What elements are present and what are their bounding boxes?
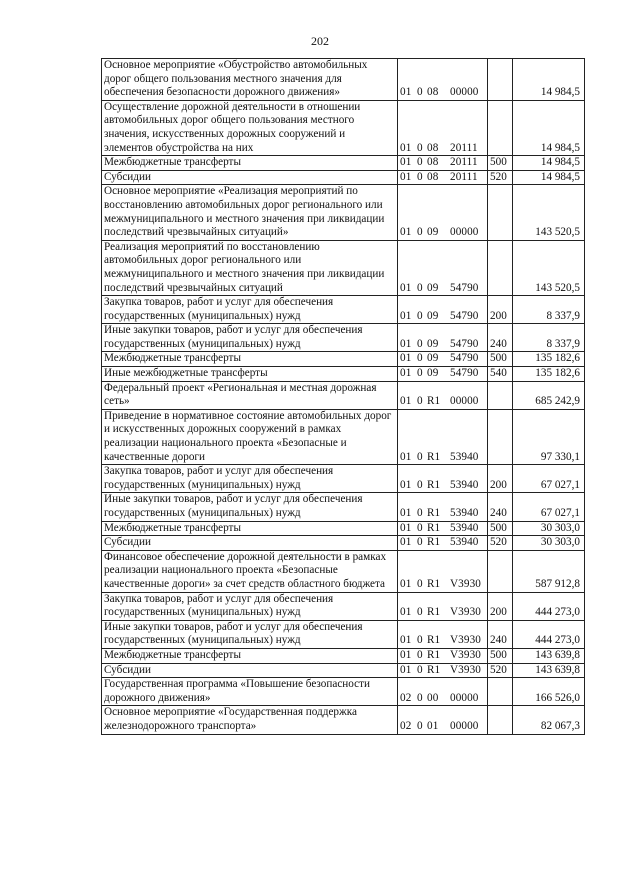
row-amount: 135 182,6 xyxy=(513,352,585,367)
table-row xyxy=(102,100,585,155)
row-expense-type: 500 xyxy=(488,521,513,536)
row-amount: 14 984,5 xyxy=(513,170,585,185)
code-part-c2: 0 xyxy=(417,141,423,154)
code-part-c2: 0 xyxy=(417,521,423,534)
row-name: Межбюджетные трансферты xyxy=(102,156,398,171)
row-name: Основное мероприятие «Реализация мероприятий по восстановлению автомобильных дорог регионального или межмуниципального и местного значения при ликвидации последствий чрезвычайных ситуаций» xyxy=(102,185,398,240)
row-code xyxy=(398,663,488,678)
code-part-c4: 20111 xyxy=(450,170,478,183)
row-name: Иные межбюджетные трансферты xyxy=(102,367,398,382)
code-part-c1: 01 xyxy=(400,634,412,647)
code-part-c1: 01 xyxy=(400,577,412,590)
row-expense-type: 520 xyxy=(488,536,513,551)
code-part-c2: 0 xyxy=(417,478,423,491)
row-expense-type: 240 xyxy=(488,493,513,521)
code-part-c1: 01 xyxy=(400,156,412,169)
code-part-c2: 0 xyxy=(417,337,423,350)
code-part-c2: 0 xyxy=(417,691,423,704)
code-part-c3: 01 xyxy=(427,719,439,732)
table-row xyxy=(102,409,585,464)
code-part-c3: 09 xyxy=(427,226,439,239)
code-part-c4: 53940 xyxy=(450,450,479,463)
row-amount: 143 520,5 xyxy=(513,240,585,295)
row-amount: 143 520,5 xyxy=(513,185,585,240)
code-part-c1: 01 xyxy=(400,367,412,380)
table-row xyxy=(102,706,585,734)
row-name: Иные закупки товаров, работ и услуг для обеспечения государственных (муниципальных) нужд xyxy=(102,620,398,648)
page-number: 202 xyxy=(311,34,329,48)
code-part-c1: 01 xyxy=(400,395,412,408)
table-row xyxy=(102,620,585,648)
row-name: Межбюджетные трансферты xyxy=(102,648,398,663)
code-part-c3: 09 xyxy=(427,337,439,350)
code-part-c3: R1 xyxy=(427,395,441,408)
row-expense-type xyxy=(488,240,513,295)
code-part-c2: 0 xyxy=(417,309,423,322)
code-part-c4: 54790 xyxy=(450,281,479,294)
table-row xyxy=(102,59,585,101)
row-code xyxy=(398,493,488,521)
code-part-c2: 0 xyxy=(417,577,423,590)
code-part-c2: 0 xyxy=(417,634,423,647)
table-row xyxy=(102,156,585,171)
code-part-c3: 09 xyxy=(427,309,439,322)
code-part-c1: 01 xyxy=(400,170,412,183)
row-name: Иные закупки товаров, работ и услуг для обеспечения государственных (муниципальных) нужд xyxy=(102,493,398,521)
table-row xyxy=(102,648,585,663)
row-code xyxy=(398,367,488,382)
row-code xyxy=(398,100,488,155)
row-name: Закупка товаров, работ и услуг для обеспечения государственных (муниципальных) нужд xyxy=(102,592,398,620)
code-part-c1: 01 xyxy=(400,309,412,322)
code-part-c1: 02 xyxy=(400,719,412,732)
row-name: Межбюджетные трансферты xyxy=(102,521,398,536)
row-amount: 14 984,5 xyxy=(513,156,585,171)
table-row xyxy=(102,170,585,185)
row-amount: 8 337,9 xyxy=(513,324,585,352)
table-row xyxy=(102,296,585,324)
row-name: Субсидии xyxy=(102,536,398,551)
row-code xyxy=(398,521,488,536)
row-code xyxy=(398,170,488,185)
row-expense-type: 500 xyxy=(488,352,513,367)
code-part-c4: V3930 xyxy=(450,577,481,590)
code-part-c2: 0 xyxy=(417,86,423,99)
row-expense-type xyxy=(488,550,513,592)
code-part-c4: 54790 xyxy=(450,337,479,350)
row-name: Финансовое обеспечение дорожной деятельности в рамках реализации национального проекта «Безопасные качественные дороги» за счет средств областного бюджета xyxy=(102,550,398,592)
code-part-c4: 00000 xyxy=(450,86,479,99)
row-code xyxy=(398,381,488,409)
code-part-c2: 0 xyxy=(417,606,423,619)
row-code xyxy=(398,536,488,551)
code-part-c1: 01 xyxy=(400,450,412,463)
row-expense-type xyxy=(488,409,513,464)
code-part-c4: 53940 xyxy=(450,478,479,491)
row-code xyxy=(398,465,488,493)
code-part-c4: 00000 xyxy=(450,395,479,408)
row-code xyxy=(398,240,488,295)
row-amount: 14 984,5 xyxy=(513,100,585,155)
code-part-c2: 0 xyxy=(417,648,423,661)
row-amount: 82 067,3 xyxy=(513,706,585,734)
code-part-c4: 54790 xyxy=(450,352,479,365)
code-part-c4: 53940 xyxy=(450,521,479,534)
row-name: Субсидии xyxy=(102,663,398,678)
row-code xyxy=(398,648,488,663)
row-code xyxy=(398,352,488,367)
row-name: Реализация мероприятий по восстановлению автомобильных дорог регионального или межмуниципального и местного значения при ликвидации последствий чрезвычайных ситуаций xyxy=(102,240,398,295)
code-part-c2: 0 xyxy=(417,719,423,732)
code-part-c3: 09 xyxy=(427,352,439,365)
code-part-c2: 0 xyxy=(417,352,423,365)
code-part-c4: 20111 xyxy=(450,156,478,169)
row-amount: 685 242,9 xyxy=(513,381,585,409)
code-part-c2: 0 xyxy=(417,367,423,380)
table-row xyxy=(102,367,585,382)
row-expense-type xyxy=(488,678,513,706)
row-code xyxy=(398,409,488,464)
code-part-c3: R1 xyxy=(427,648,441,661)
row-expense-type: 200 xyxy=(488,465,513,493)
code-part-c4: V3930 xyxy=(450,663,481,676)
row-code xyxy=(398,678,488,706)
code-part-c2: 0 xyxy=(417,507,423,519)
row-expense-type: 240 xyxy=(488,620,513,648)
row-code xyxy=(398,324,488,352)
code-part-c4: 00000 xyxy=(450,691,479,704)
budget-table-body xyxy=(102,59,585,735)
code-part-c1: 01 xyxy=(400,226,412,239)
table-row xyxy=(102,536,585,551)
code-part-c3: R1 xyxy=(427,606,441,619)
table-row xyxy=(102,678,585,706)
code-part-c1: 01 xyxy=(400,536,412,549)
row-amount: 135 182,6 xyxy=(513,367,585,382)
code-part-c3: R1 xyxy=(427,507,441,519)
code-part-c3: R1 xyxy=(427,478,441,491)
code-part-c1: 01 xyxy=(400,606,412,619)
code-part-c4: V3930 xyxy=(450,648,481,661)
code-part-c3: 08 xyxy=(427,170,439,183)
code-part-c3: 09 xyxy=(427,367,439,380)
table-row xyxy=(102,493,585,521)
row-amount: 8 337,9 xyxy=(513,296,585,324)
row-name: Закупка товаров, работ и услуг для обеспечения государственных (муниципальных) нужд xyxy=(102,465,398,493)
row-expense-type xyxy=(488,59,513,101)
code-part-c2: 0 xyxy=(417,226,423,239)
code-part-c2: 0 xyxy=(417,156,423,169)
row-amount: 67 027,1 xyxy=(513,465,585,493)
row-code xyxy=(398,620,488,648)
code-part-c1: 01 xyxy=(400,507,412,519)
code-part-c1: 01 xyxy=(400,648,412,661)
table-row xyxy=(102,550,585,592)
code-part-c1: 01 xyxy=(400,663,412,676)
row-expense-type: 520 xyxy=(488,663,513,678)
table-row xyxy=(102,185,585,240)
row-expense-type xyxy=(488,100,513,155)
code-part-c4: 20111 xyxy=(450,141,478,154)
row-code xyxy=(398,185,488,240)
code-part-c4: 00000 xyxy=(450,226,479,239)
code-part-c3: R1 xyxy=(427,634,441,647)
row-amount: 67 027,1 xyxy=(513,493,585,521)
code-part-c3: R1 xyxy=(427,521,441,534)
code-part-c3: R1 xyxy=(427,536,441,549)
row-code xyxy=(398,296,488,324)
code-part-c2: 0 xyxy=(417,536,423,549)
row-expense-type: 200 xyxy=(488,592,513,620)
row-name: Государственная программа «Повышение безопасности дорожного движения» xyxy=(102,678,398,706)
row-expense-type: 540 xyxy=(488,367,513,382)
code-part-c4: 53940 xyxy=(450,507,479,519)
code-part-c4: 53940 xyxy=(450,536,479,549)
row-code xyxy=(398,156,488,171)
table-row xyxy=(102,240,585,295)
row-code xyxy=(398,706,488,734)
code-part-c1: 01 xyxy=(400,478,412,491)
row-amount: 587 912,8 xyxy=(513,550,585,592)
code-part-c1: 02 xyxy=(400,691,412,704)
code-part-c4: V3930 xyxy=(450,634,481,647)
table-row xyxy=(102,381,585,409)
row-amount: 444 273,0 xyxy=(513,592,585,620)
code-part-c3: 08 xyxy=(427,86,439,99)
table-row xyxy=(102,663,585,678)
row-code xyxy=(398,59,488,101)
row-expense-type xyxy=(488,381,513,409)
code-part-c4: 54790 xyxy=(450,309,479,322)
code-part-c1: 01 xyxy=(400,337,412,350)
code-part-c2: 0 xyxy=(417,395,423,408)
code-part-c3: 08 xyxy=(427,141,439,154)
code-part-c3: R1 xyxy=(427,577,441,590)
code-part-c2: 0 xyxy=(417,663,423,676)
row-amount: 143 639,8 xyxy=(513,648,585,663)
row-expense-type: 240 xyxy=(488,324,513,352)
code-part-c3: 00 xyxy=(427,691,439,704)
row-amount: 30 303,0 xyxy=(513,521,585,536)
row-expense-type: 500 xyxy=(488,648,513,663)
row-amount: 143 639,8 xyxy=(513,663,585,678)
row-amount: 14 984,5 xyxy=(513,59,585,101)
row-amount: 30 303,0 xyxy=(513,536,585,551)
row-name: Иные закупки товаров, работ и услуг для обеспечения государственных (муниципальных) нужд xyxy=(102,324,398,352)
code-part-c1: 01 xyxy=(400,141,412,154)
code-part-c1: 01 xyxy=(400,521,412,534)
row-name: Межбюджетные трансферты xyxy=(102,352,398,367)
code-part-c3: R1 xyxy=(427,450,441,463)
code-part-c2: 0 xyxy=(417,281,423,294)
row-name: Закупка товаров, работ и услуг для обеспечения государственных (муниципальных) нужд xyxy=(102,296,398,324)
table-row xyxy=(102,521,585,536)
row-expense-type: 200 xyxy=(488,296,513,324)
row-expense-type: 520 xyxy=(488,170,513,185)
row-name: Федеральный проект «Региональная и местная дорожная сеть» xyxy=(102,381,398,409)
table-row xyxy=(102,592,585,620)
budget-table xyxy=(101,58,585,735)
code-part-c2: 0 xyxy=(417,450,423,463)
row-amount: 97 330,1 xyxy=(513,409,585,464)
row-code xyxy=(398,592,488,620)
row-name: Основное мероприятие «Государственная поддержка железнодорожного транспорта» xyxy=(102,706,398,734)
table-row xyxy=(102,324,585,352)
code-part-c3: 08 xyxy=(427,156,439,169)
code-part-c2: 0 xyxy=(417,170,423,183)
row-name: Осуществление дорожной деятельности в отношении автомобильных дорог общего пользования местного значения, искусственных дорожных сооружений и элементов обустройства на них xyxy=(102,100,398,155)
row-name: Субсидии xyxy=(102,170,398,185)
row-name: Приведение в нормативное состояние автомобильных дорог и искусственных дорожных сооружений в рамках реализации национального проекта «Безопасные и качественные дороги xyxy=(102,409,398,464)
row-name: Основное мероприятие «Обустройство автомобильных дорог общего пользования местного значения для обеспечения безопасности дорожного движения» xyxy=(102,59,398,101)
code-part-c1: 01 xyxy=(400,352,412,365)
code-part-c4: 54790 xyxy=(450,367,479,380)
row-expense-type xyxy=(488,706,513,734)
row-expense-type: 500 xyxy=(488,156,513,171)
code-part-c1: 01 xyxy=(400,86,412,99)
row-amount: 444 273,0 xyxy=(513,620,585,648)
table-row xyxy=(102,465,585,493)
table-row xyxy=(102,352,585,367)
code-part-c3: R1 xyxy=(427,663,441,676)
row-amount: 166 526,0 xyxy=(513,678,585,706)
code-part-c1: 01 xyxy=(400,281,412,294)
code-part-c4: 00000 xyxy=(450,719,479,732)
row-code xyxy=(398,550,488,592)
row-expense-type xyxy=(488,185,513,240)
code-part-c3: 09 xyxy=(427,281,439,294)
code-part-c4: V3930 xyxy=(450,606,481,619)
